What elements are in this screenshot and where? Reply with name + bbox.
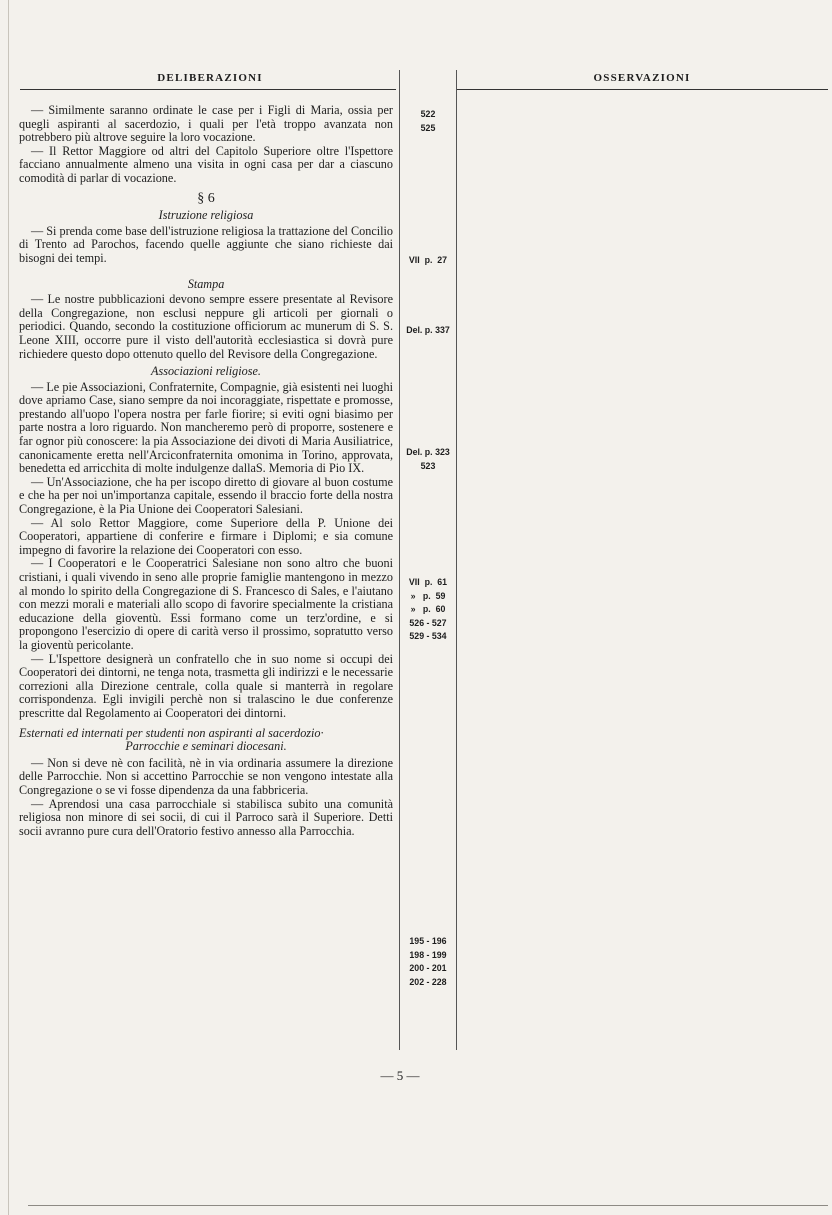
paragraph-cooperatori-definizione: — I Cooperatori e le Cooperatrici Salesiane non sono altro che buoni cristiani, i quali vivendo in seno alle proprie famiglie mantengono in mezzo al mondo lo spirito della Congregazione di S. Francesco di Sales, e l'aiutano con mezzi morali e materiali allo scopo di favorire specialmente la cristiana educazione della gioventù. Essi formano come un terz'ordine, e si propongono l'esercizio di opere di carità verso il prossimo, sopratutto verso la gioventù pericolante. — [19, 556, 393, 652]
paragraph-parrocchie: — Non si deve nè con facilità, nè in via ordinaria assumere la direzione delle Parrocchie. Non si accettino Parrocchie se non vengono intestate alla Congregazione o se vi fosse dipendenza da una fabbriceria. — [19, 755, 393, 797]
header-rule-right — [456, 89, 828, 90]
ref-figli-di-maria: 522 525 — [420, 109, 436, 133]
paragraph-visita-vocazione: — Il Rettor Maggiore od altri del Capitolo Superiore oltre l'Ispettore facciano annualmente almeno una visita in ogni casa per dar a ciascuno comodità di parlar di vocazione. — [19, 143, 393, 185]
ref-istruzione: VII p. 27 — [408, 255, 448, 265]
subheading-esternati-line1: Esternati ed internati per studenti non aspiranti al sacerdozio· — [19, 725, 324, 740]
column-divider-left — [399, 70, 400, 1050]
paragraph-diplomi: — Al solo Rettor Maggiore, come Superiore della P. Unione dei Cooperatori, appartiene di conferire e firmare i Diplomi; e sia comune impegno di favorire la relazione dei Cooperatori con esso. — [19, 515, 393, 557]
column-divider-right — [456, 70, 457, 1050]
paragraph-casa-parrocchiale: — Aprendosi una casa parrocchiale si stabilisca subito una comunità religiosa non minore di sei socii, di cui il Parroco sarà il Superiore. Detti socii avranno pure cura dell'Oratorio festivo annesso alla Parrocchia. — [19, 796, 393, 838]
subheading-associazioni: Associazioni religiose. — [151, 364, 261, 379]
ref-cooperatori: VII p. 61 » p. 59 » p. 60 526 - 527 529 - 534 — [408, 577, 448, 642]
ref-parrocchie: 195 - 196 198 - 199 200 - 201 202 - 228 — [409, 936, 447, 987]
paragraph-cooperatori-unione: — Un'Associazione, che ha per iscopo diretto di giovare al buon costume e che ha per noi un'importanza capitale, essendo il braccio forte della nostra Congregazione, è la Pia Unione dei Cooperatori Salesiani. — [19, 474, 393, 517]
subheading-esternati-line2: Parrocchie e seminari diocesani. — [125, 739, 287, 754]
ref-associazioni: Del. p. 323 523 — [406, 447, 450, 471]
paragraph-associazioni: — Le pie Associazioni, Confraternite, Compagnie, già esistenti nei luoghi dove apriamo Case, siano sempre da noi incoraggiate, rispettate e promosse, prestando all'uopo l'opera nostra per farle fiorire; si eviti ogni biasimo per parte nostra a loro riguardo. Non mancheremo però di proporre, sostenere e far ognor più conoscere: la pia Associazione dei divoti di Maria Ausiliatrice, canonicamente eretta nell'Arciconfraternita omonima in Torino, approvata, benedetta ed arricchita di molte indulgenze dallaS. Memoria di Pio IX. — [19, 379, 393, 476]
scan-edge — [8, 0, 9, 1215]
subheading-stampa: Stampa — [187, 276, 225, 291]
paragraph-ispettore: — L'Ispettore designerà un confratello che in suo nome si occupi dei Cooperatori dei dintorni, ne tenga nota, trasmetta gli indirizzi e le necessarie correzioni alla Direzione centrale, colla quale si manterrà in regolare corrispondenza. Egli invigili perchè non si tralascino le due conferenze prescritte dal Regolamento ai Cooperatori dei dintorni. — [19, 651, 393, 720]
paragraph-figli-di-maria: — Similmente saranno ordinate le case per i Figli di Maria, ossia per quegli aspiranti al sacerdozio, i quali per l'età troppo avanzata non potrebbero più altrove seguire la loro vocazione. — [19, 103, 393, 145]
header-rule-left — [20, 89, 396, 90]
page-number: — 5 — — [380, 1068, 420, 1083]
subheading-istruzione: Istruzione religiosa — [158, 208, 254, 223]
deliberazioni-column — [19, 104, 393, 838]
ref-stampa: Del. p. 337 — [406, 325, 450, 335]
subheading-esternati — [19, 727, 393, 754]
paragraph-istruzione: — Si prenda come base dell'istruzione religiosa la trattazione del Concilio di Trento ad Parochos, facendo quelle aggiunte che siano richieste dai bisogni dei tempi. — [19, 223, 393, 265]
header-osservazioni: OSSERVAZIONI — [593, 72, 691, 84]
section-heading: § 6 — [197, 190, 215, 206]
scan-bottom-edge — [28, 1205, 828, 1206]
paragraph-stampa: — Le nostre pubblicazioni devono sempre essere presentate al Revisore della Congregazione, non esclusi neppure gli articoli per giornali o periodici. Quando, secondo la costituzione officiorum ac munerum di S. S. Leone XIII, occorre pure il visto dell'autorità ecclesiastica si dovrà pure richiedere questo dopo ottenuto quello del Revisore della Congregazione. — [19, 292, 393, 361]
header-deliberazioni: DELIBERAZIONI — [157, 72, 263, 84]
